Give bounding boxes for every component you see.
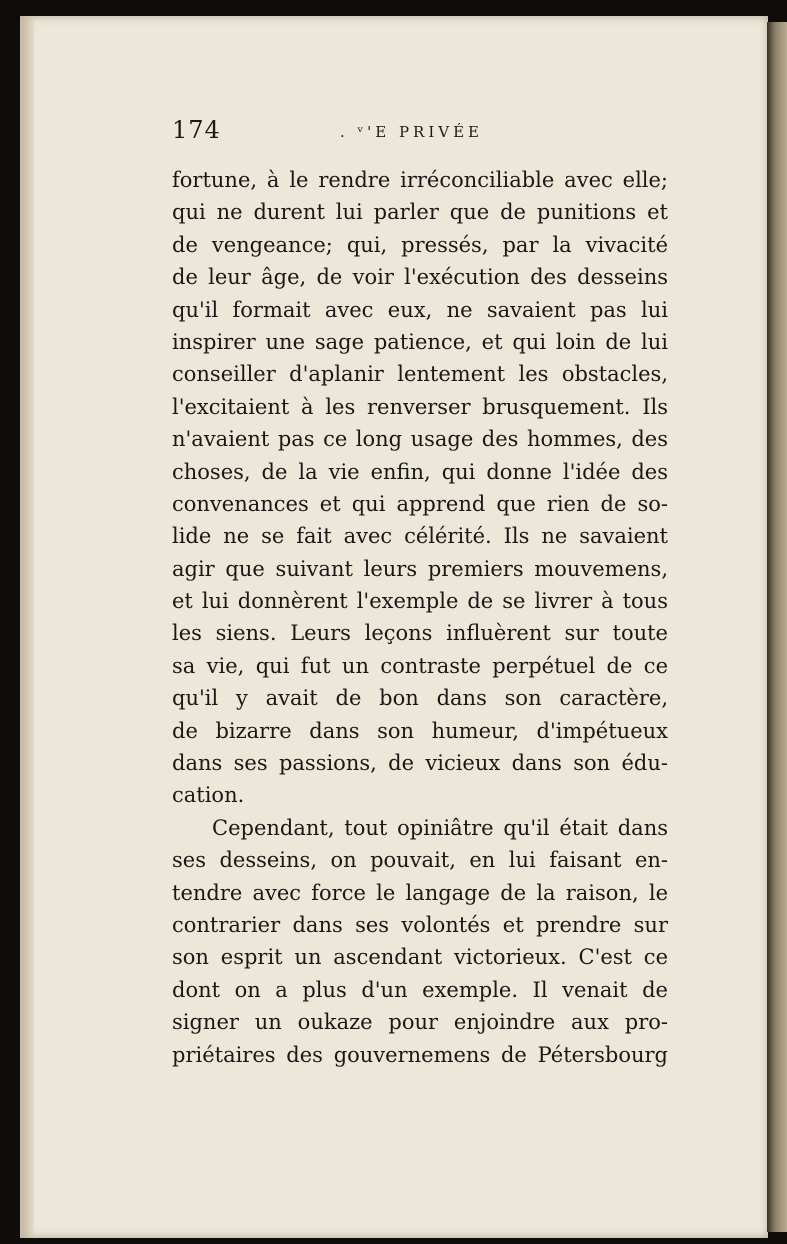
text-line: inspirer une sage patience, et qui loin de lui <box>172 329 668 354</box>
page-gutter-shadow <box>22 18 34 1236</box>
page-header <box>172 116 668 148</box>
text-line: conseiller d'aplanir lentement les obstacles, <box>172 362 668 387</box>
paragraph <box>172 812 668 1071</box>
text-line: sa vie, qui fut un contraste perpétuel de ce <box>172 653 668 678</box>
text-line: qui ne durent lui parler que de punitions et <box>172 200 668 225</box>
text-line: de vengeance; qui, pressés, par la vivacité <box>172 232 668 257</box>
text-line: l'excitaient à les renverser brusquement. Ils <box>172 394 668 419</box>
text-line: ses desseins, on pouvait, en lui faisant en- <box>172 848 668 873</box>
text-line: contrarier dans ses volontés et prendre sur <box>172 912 668 937</box>
body-text <box>172 164 668 1071</box>
text-line: qu'il formait avec eux, ne savaient pas lui <box>172 297 668 322</box>
text-line: agir que suivant leurs premiers mouvemens, <box>172 556 668 581</box>
text-line: tendre avec force le langage de la raison, le <box>172 880 668 905</box>
text-line: qu'il y avait de bon dans son caractère, <box>172 686 668 711</box>
adjacent-page-edge <box>767 22 787 1232</box>
text-line: les siens. Leurs leçons influèrent sur toute <box>172 621 668 646</box>
page-number: 174 <box>172 116 221 144</box>
text-line: de bizarre dans son humeur, d'impétueux <box>172 718 668 743</box>
text-line: son esprit un ascendant victorieux. C'est ce <box>172 945 668 970</box>
text-line: dont on a plus d'un exemple. Il venait de <box>172 977 668 1002</box>
text-line: fortune, à le rendre irréconciliable avec elle; <box>172 168 668 192</box>
paragraph <box>172 164 668 812</box>
text-line: convenances et qui apprend que rien de so- <box>172 491 668 516</box>
text-line: choses, de la vie enfin, qui donne l'idée des <box>172 459 668 484</box>
text-line: lide ne se fait avec célérité. Ils ne savaient <box>172 524 668 549</box>
text-line: cation. <box>172 783 245 808</box>
text-line: de leur âge, de voir l'exécution des desseins <box>172 265 668 290</box>
text-line: Cependant, tout opiniâtre qu'il était dans <box>212 815 668 840</box>
text-line: dans ses passions, de vicieux dans son édu- <box>172 751 668 776</box>
text-line: n'avaient pas ce long usage des hommes, des <box>172 427 668 452</box>
text-line: signer un oukaze pour enjoindre aux pro- <box>172 1010 668 1035</box>
running-head: . ᵛ'E PRIVÉE <box>340 123 484 141</box>
text-line: priétaires des gouvernemens de Pétersbourg <box>172 1042 668 1067</box>
text-line: et lui donnèrent l'exemple de se livrer à tous <box>172 589 668 614</box>
